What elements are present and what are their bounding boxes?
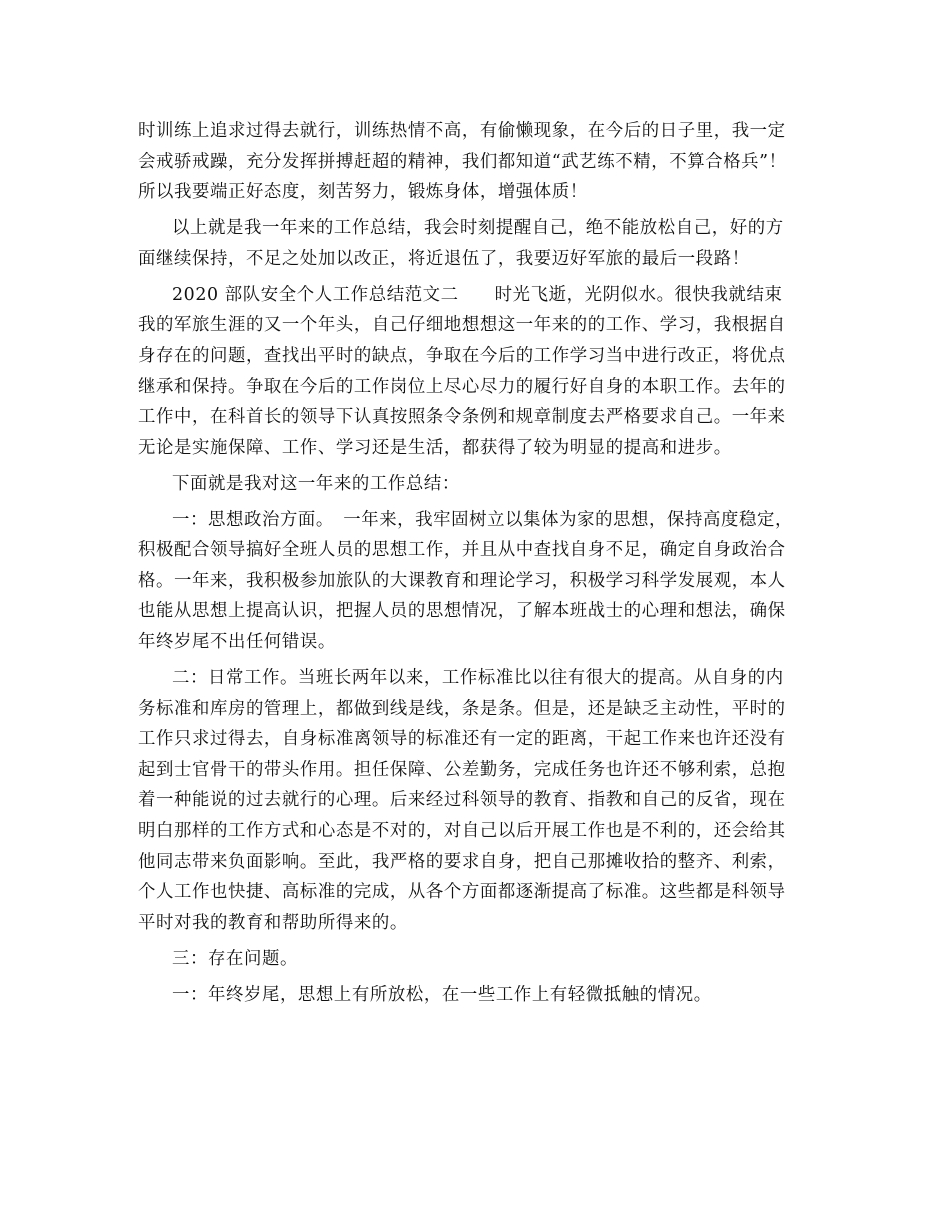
text-line: 时训练上追求过得去就行，训练热情不高，有偷懒现象，在今后的日子里，我一定 [138,121,786,141]
text-line: 会戒骄戒躁，充分发挥拼搏赶超的精神，我们都知道“武艺练不精，不算合格兵”！ [138,151,787,172]
text-line: 年终岁尾不出任何错误。 [138,632,336,653]
text-line: 积极配合领导搞好全班人员的思想工作，并且从中查找自身不足，确定自身政治合 [138,540,786,561]
text-line: 工作中，在科首长的领导下认真按照条令条例和规章制度去严格要求自己。一年来 [138,407,786,428]
text-line: 以上就是我一年来的工作总结，我会时刻提醒自己，绝不能放松自己，好的方 [172,218,784,239]
text-line: 二：日常工作。当班长两年以来，工作标准比以往有很大的提高。从自身的内 [172,668,784,689]
text-line: 也能从思想上提高认识，把握人员的思想情况，了解本班战士的心理和想法，确保 [138,601,786,622]
text-line: 身存在的问题，查找出平时的缺点，争取在今后的工作学习当中进行改正，将优点 [138,345,786,366]
text-line: 务标准和库房的管理上，都做到线是线，条是条。但是，还是缺乏主动性，平时的 [138,698,786,719]
text-line: 面继续保持，不足之处加以改正，将近退伍了，我要迈好军旅的最后一段路！ [138,248,750,269]
text-line: 着一种能说的过去就行的心理。后来经过科领导的教育、指教和自己的反省，现在 [138,790,786,811]
text-line: 继承和保持。争取在今后的工作岗位上尽心尽力的履行好自身的本职工作。去年的 [138,376,786,397]
text-line: 个人工作也快捷、高标准的完成，从各个方面都逐渐提高了标准。这些都是科领导 [138,882,786,903]
text-line: 一：年终岁尾，思想上有所放松，在一些工作上有轻微抵触的情况。 [172,984,712,1005]
text-line: 工作只求过得去，自身标准离领导的标准还有一定的距离，干起工作来也许还没有 [138,729,786,750]
text-line: 我的军旅生涯的又一个年头，自己仔细地想想这一年来的的工作、学习，我根据自 [138,315,786,336]
text-line: 无论是实施保障、工作、学习还是生活，都获得了较为明显的提高和进步。 [138,437,732,458]
text-line: 下面就是我对这一年来的工作总结： [172,473,460,494]
text-line: 明白那样的工作方式和心态是不对的，对自己以后开展工作也是不利的，还会给其 [138,821,786,842]
text-line: 2020 部队安全个人工作总结范文二 时光飞逝，光阴似水。很快我就结束 [172,284,783,305]
text-line: 一：思想政治方面。 一年来，我牢固树立以集体为家的思想，保持高度稳定， [172,509,793,530]
text-line: 他同志带来负面影响。至此，我严格的要求自身，把自己那摊收拾的整齐、利索， [138,851,786,872]
text-line: 所以我要端正好态度，刻苦努力，锻炼身体，增强体质！ [138,182,588,203]
text-line: 起到士官骨干的带头作用。担任保障、公差勤务，完成任务也许还不够利索，总抱 [138,759,786,780]
document-body [138,116,828,1010]
text-line: 格。一年来，我积极参加旅队的大课教育和理论学习，积极学习科学发展观，本人 [138,570,786,591]
text-line: 三：存在问题。 [172,948,298,969]
text-line: 平时对我的教育和帮助所得来的。 [138,912,408,933]
